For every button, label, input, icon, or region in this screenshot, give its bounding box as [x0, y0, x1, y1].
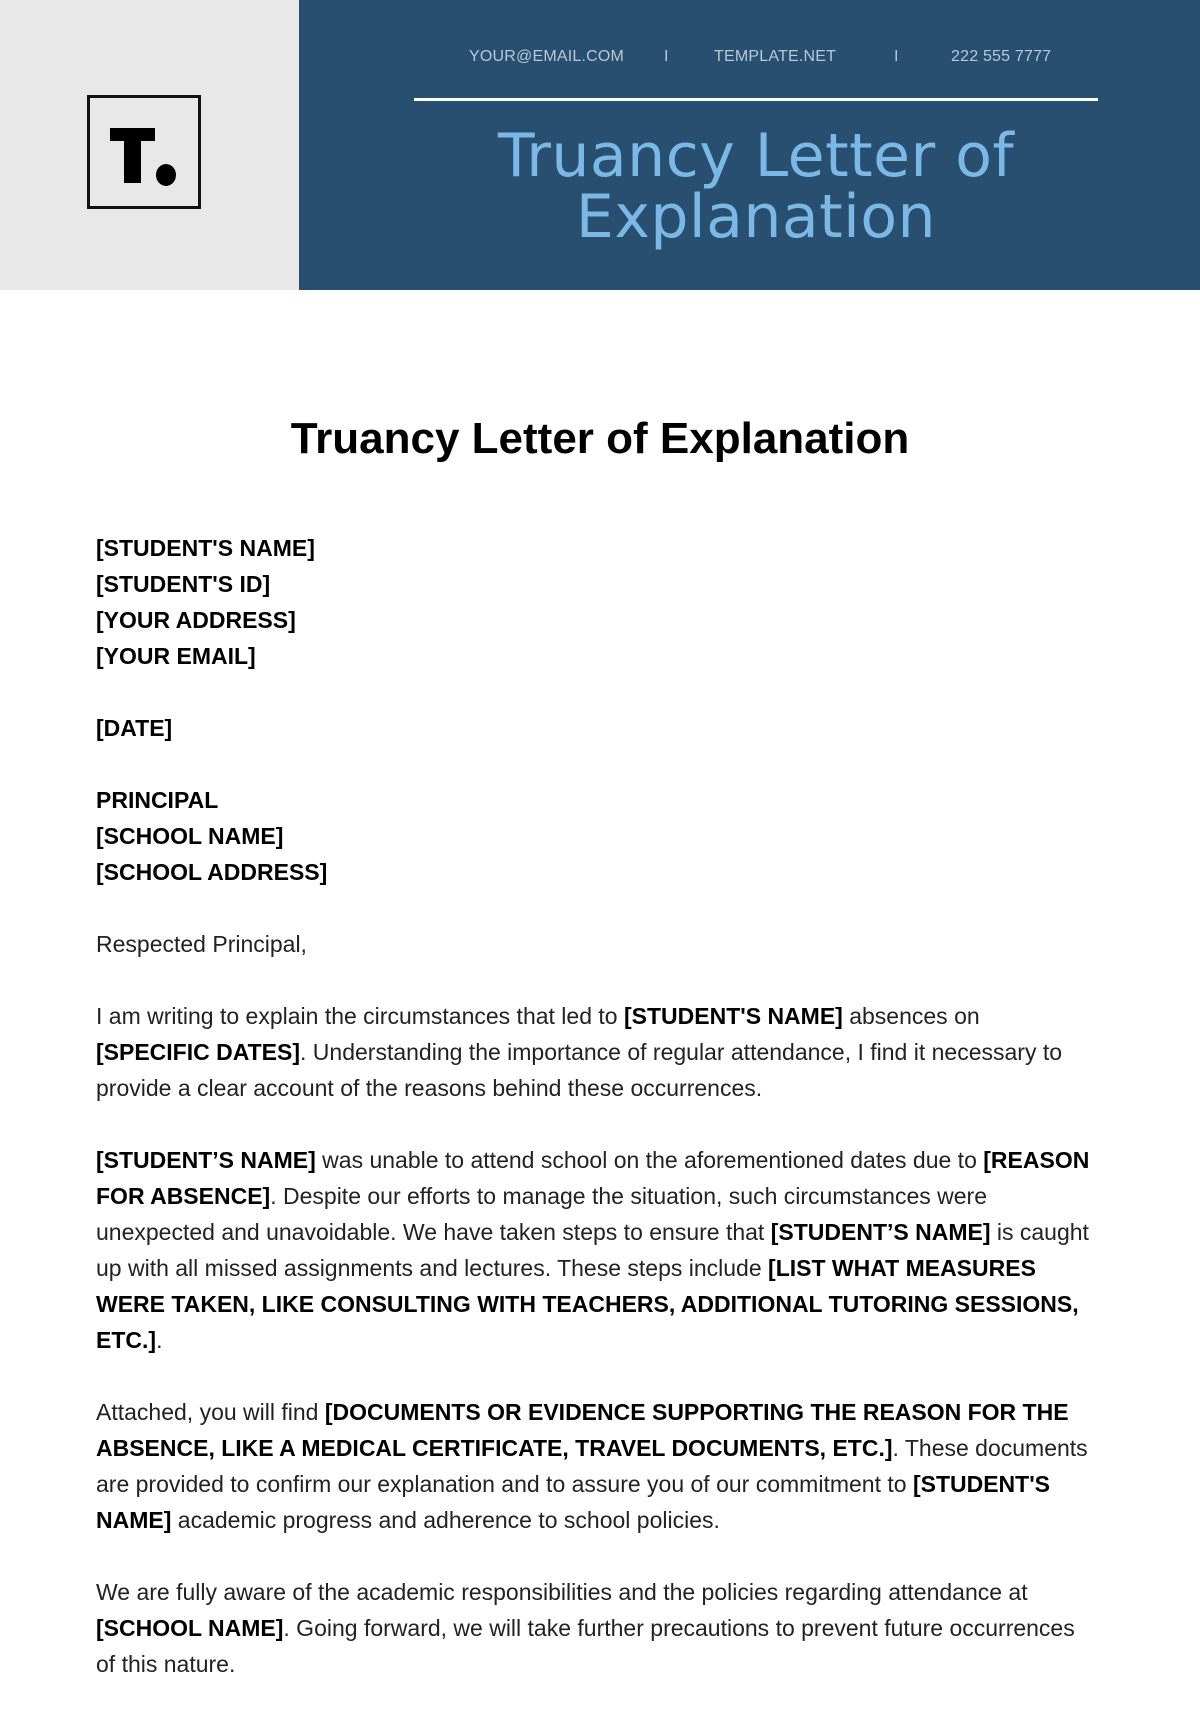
sender-block — [96, 530, 1096, 674]
header-divider — [414, 98, 1098, 101]
paragraph-4: We are fully aware of the academic responsibilities and the policies regarding attendance at [SCHOOL NAME]. Going forward, we will take further precautions to prevent future occurrences of this nature. — [96, 1579, 1075, 1677]
school-address: [SCHOOL ADDRESS] — [96, 859, 328, 885]
contact-row — [414, 48, 1114, 72]
paragraph-2: [STUDENT’S NAME] was unable to attend school on the aforementioned dates due to [REASON FOR ABSENCE]. Despite our efforts to manage the situation, such circumstances were unexpected and unavoidable. We have taken steps to ensure that [STUDENT’S NAME] is caught up with all missed assignments and lectures. These steps include [LIST WHAT MEASURES WERE TAKEN, LIKE CONSULTING WITH TEACHERS, ADDITIONAL TUTORING SESSIONS, ETC.]. — [96, 1147, 1090, 1353]
sender-address: [YOUR ADDRESS] — [96, 607, 296, 633]
student-id: [STUDENT'S ID] — [96, 571, 271, 597]
header-title: Truancy Letter of Explanation — [497, 121, 1015, 252]
student-name: [STUDENT'S NAME] — [96, 535, 315, 561]
salutation: Respected Principal, — [96, 931, 307, 957]
recipient-title: PRINCIPAL — [96, 787, 219, 813]
contact-email: YOUR@EMAIL.COM — [469, 48, 625, 65]
paragraph-3: Attached, you will find [DOCUMENTS OR EVIDENCE SUPPORTING THE REASON FOR THE ABSENCE, LIKE A MEDICAL CERTIFICATE, TRAVEL DOCUMENTS, ETC.]. These documents are provided to confirm our explanation and to assure you of our commitment to [STUDENT'S NAME] academic progress and adherence to school policies. — [96, 1399, 1088, 1533]
letterhead — [0, 0, 1200, 290]
logo-panel — [0, 0, 299, 290]
document-title: Truancy Letter of Explanation — [290, 414, 910, 463]
letter-body — [96, 530, 1096, 1718]
contact-separator: I — [664, 48, 669, 65]
contact-phone: 222 555 7777 — [951, 48, 1052, 65]
school-name: [SCHOOL NAME] — [96, 823, 284, 849]
contact-website: TEMPLATE.NET — [714, 48, 837, 65]
contact-separator: I — [894, 48, 899, 65]
template-logo-icon — [87, 95, 201, 209]
letter-date: [DATE] — [96, 715, 173, 741]
date-block — [96, 710, 1096, 746]
sender-email: [YOUR EMAIL] — [96, 643, 256, 669]
paragraph-1: I am writing to explain the circumstances that led to [STUDENT'S NAME] absences on [SPECIFIC DATES]. Understanding the importance of regular attendance, I find it necessary to provide a clear account of the reasons behind these occurrences. — [96, 1003, 1063, 1101]
recipient-block — [96, 782, 1096, 890]
